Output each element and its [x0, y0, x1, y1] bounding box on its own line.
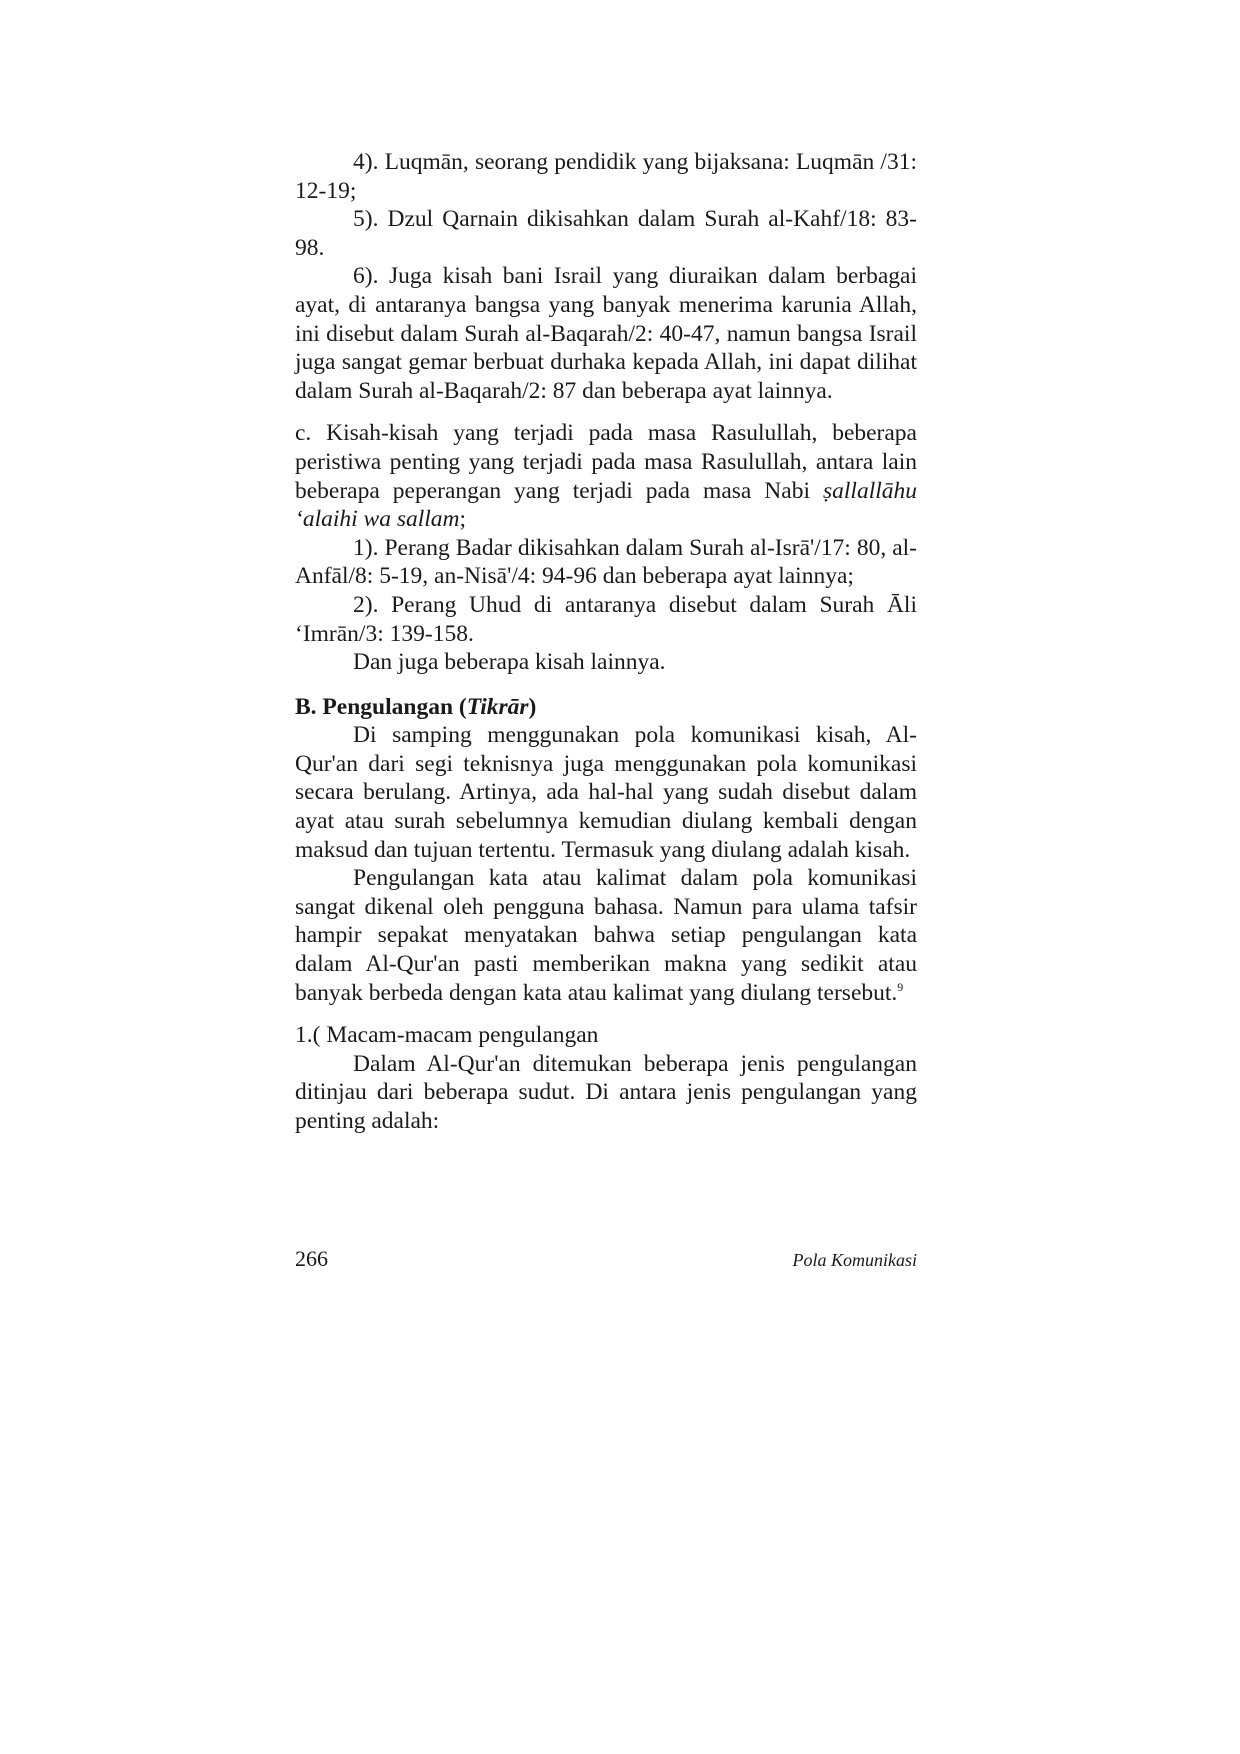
section-c-end: ;: [459, 506, 467, 533]
section-b-paragraph-2-text: Pengulangan kata atau kalimat dalam pola komunikasi sangat dikenal oleh pengguna bahasa. Namun para ulama tafsir hampir sepakat menyatakan bahwa setiap pengulangan kata dalam Al-Qur'an pasti memberikan makna yang sedikit atau banyak berbeda dengan kata atau kalimat yang diulang tersebut.: [295, 865, 917, 1006]
honorific-italic: ṣallallāhu ‘alaihi wa sallam: [295, 477, 917, 533]
list-item-4: 4). Luqmān, seorang pendidik yang bijaksana: Luqmān /31: 12-19;: [295, 149, 917, 204]
section-b-heading: [295, 693, 917, 722]
heading-b-prefix: B. Pengulangan (: [295, 693, 467, 720]
section-c-text: c. Kisah-kisah yang terjadi pada masa Rasulullah, beberapa peristiwa penting yang terjadi pada masa Rasulullah, antara lain beberapa peperangan yang terjadi pada masa Nabi: [295, 420, 917, 504]
heading-b-italic: Tikrār: [466, 693, 529, 720]
c-closing-line: Dan juga beberapa kisah lainnya.: [353, 649, 666, 676]
subheading-1: 1.( Macam-macam pengulangan: [295, 1022, 599, 1049]
c-list-item-2: 2). Perang Uhud di antaranya disebut dalam Surah Āli ‘Imrān/3: 139-158.: [295, 591, 917, 647]
running-title: Pola Komunikasi: [792, 1250, 917, 1270]
section-c-paragraph: [295, 419, 917, 533]
footnote-marker: 9: [897, 979, 904, 994]
c-list-item-1: 1). Perang Badar dikisahkan dalam Surah al-Isrā'/17: 80, al-Anfāl/8: 5-19, an-Nisā'/4: 94-96 dan beberapa ayat lainnya;: [295, 534, 917, 590]
heading-b-suffix: ): [528, 693, 537, 720]
section-b-paragraph-1: Di samping menggunakan pola komunikasi kisah, Al-Qur'an dari segi teknisnya juga menggunakan pola komunikasi secara berulang. Artinya, ada hal-hal yang sudah disebut dalam ayat atau surah sebelumnya kemudian diulang kembali dengan maksud dan tujuan tertentu. Termasuk yang diulang adalah kisah.: [295, 722, 917, 863]
page-number: 266: [295, 1246, 328, 1271]
main-text-block: [295, 148, 917, 1136]
list-item-6: 6). Juga kisah bani Israil yang diuraikan dalam berbagai ayat, di antaranya bangsa yang banyak menerima karunia Allah, ini disebut dalam Surah al-Baqarah/2: 40-47, namun bangsa Israil juga sangat gemar berbuat durhaka kepada Allah, ini dapat dilihat dalam Surah al-Baqarah/2: 87 dan beberapa ayat lainnya.: [295, 263, 917, 404]
section-b-paragraph-2: [295, 864, 917, 1007]
list-item-5: 5). Dzul Qarnain dikisahkan dalam Surah al-Kahf/18: 83-98.: [295, 206, 917, 261]
subsection-1-paragraph: Dalam Al-Qur'an ditemukan beberapa jenis pengulangan ditinjau dari beberapa sudut. Di antara jenis pengulangan yang penting adalah:: [295, 1050, 917, 1134]
